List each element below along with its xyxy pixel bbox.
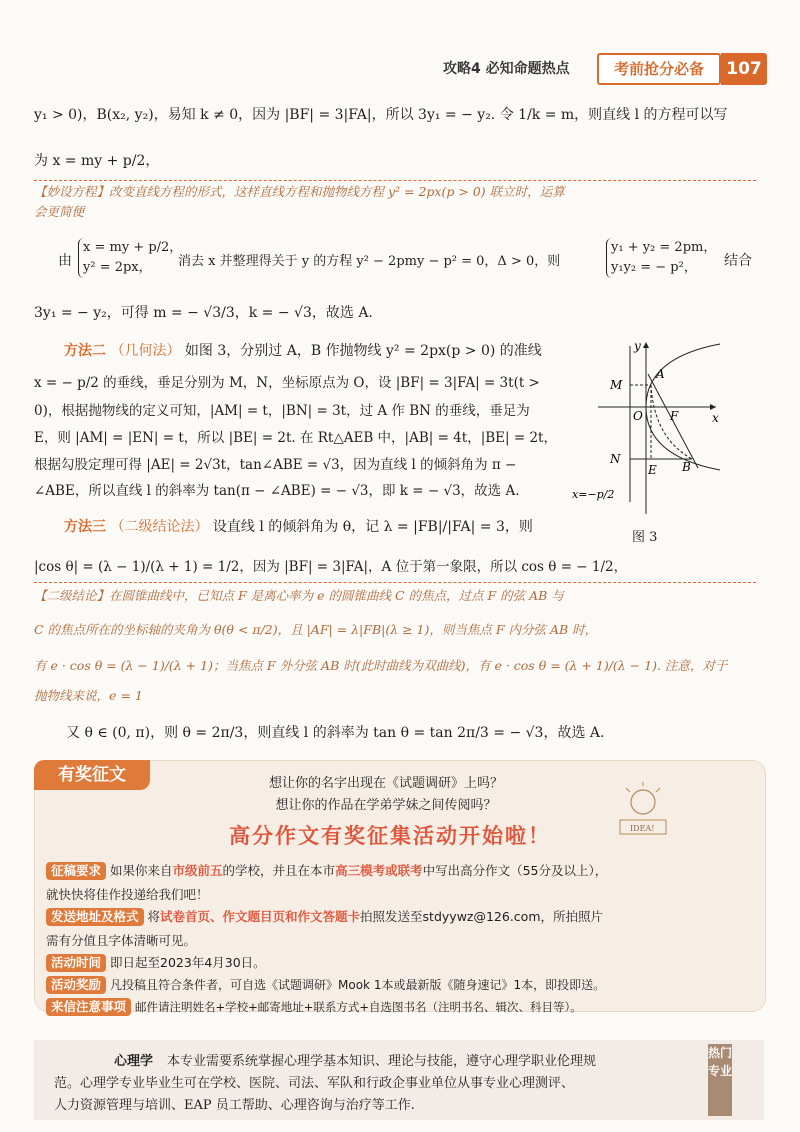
note2-line-3: 有 e · cos θ = (λ − 1)/(λ + 1)；当焦点 F 外分弦 AB 时(此时曲线为双曲线)，有 e · cos θ = (λ + 1)/(λ − 1). 注意，对于 [34,658,728,673]
method3-tag: （二级结论法） [110,519,209,535]
equation-system-line [58,236,758,286]
note2-line-2: C 的焦点所在的坐标轴的夹角为 θ(θ < π/2)，且 |AF| = λ|FB|(λ ≥ 1)，则当焦点 F 内分弦 AB 时， [34,622,598,637]
figure-caption: 图 3 [632,530,658,545]
figure-3 [570,338,770,548]
idea-doodle [608,780,678,840]
method2-line-6: ∠ABE，所以直线 l 的斜率为 tan(π − ∠ABE) = − √3，即 k = − √3，故选 A. [34,483,520,499]
note-divider [34,180,756,181]
contest-row-1 [46,860,746,882]
system-eq-4: y₁y₂ = − p²， [611,260,697,275]
label-B: B [682,460,691,474]
requirement-tag: 征稿要求 [46,862,106,880]
r2-text-b: 试卷首页、作文题目页和作文答题卡 [160,909,361,924]
system-eq-1: x = my + p/2， [83,240,183,255]
method2-line-2: x = − p/2 的垂线，垂足分别为 M，N，坐标原点为 O，设 |BF| = 3|FA| = 3t(t > [34,375,540,391]
text-line-4: 3y₁ = − y₂，可得 m = − √3/3，k = − √3，故选 A. [34,305,373,321]
contest-question-2: 想让你的作品在学弟学妹之间传阅吗？ [275,798,497,813]
label-M: M [610,378,623,392]
system-right [606,238,716,278]
system-middle: 消去 x 并整理得关于 y 的方程 y² − 2pmy − p² = 0，Δ > 0，则 [178,254,561,269]
method2-line-1: 如图 3，分别过 A，B 作抛物线 y² = 2px(p > 0) 的准线 [184,343,542,359]
system-eq-2: y² = 2px， [83,260,152,275]
r2-text-a: 将 [147,909,161,924]
method3-line-1: 设直线 l 的倾斜角为 θ，记 λ = |FB|/|FA| = 3，则 [212,519,533,535]
r2-text-c: 拍照发送至stdyywz@126.com，所拍照片 [360,909,604,924]
note-line-1: 【妙设方程】改变直线方程的形式，这样直线方程和抛物线方程 y² = 2px(p > 0) 联立时，运算 [34,184,565,199]
method2-line-3: 0)，根据抛物线的定义可知，|AM| = t，|BN| = 3t，过 A 作 BN 的垂线，垂足为 [34,403,530,419]
series-label: 考前抢分必备 [613,60,704,78]
address-tag: 发送地址及格式 [46,908,144,926]
footer-line-1: 本专业需要系统掌握心理学基本知识、理论与技能，遵守心理学职业伦理规 [167,1054,597,1069]
r1-text-e: 中写出高分作文（55分及以上）， [422,863,608,878]
system-prefix: 由 [58,253,72,269]
r3-text: 即日起至2023年4月30日。 [110,955,266,970]
idea-text: IDEA! [630,824,655,833]
contest-row-4 [46,974,746,996]
method2-line-4: E，则 |AM| = |EN| = t，所以 |BE| = 2t. 在 Rt△AEB 中，|AB| = 4t，|BE| = 2t， [34,430,557,446]
r1-text-c: 的学校，并且在本市 [222,863,336,878]
label-y: y [634,339,641,353]
contest-badge: 有奖征文 [34,760,150,790]
contest-row-2 [46,906,746,928]
method2-line-5: 根据勾股定理可得 |AE| = 2√3t，tan∠ABE = √3，因为直线 l 的倾斜角为 π − [34,457,517,473]
label-O: O [633,409,643,423]
reward-tag: 活动奖励 [46,976,106,994]
footer-title: 心理学 [114,1054,154,1069]
r5-text: 邮件请注明姓名+学校+邮寄地址+联系方式+自选图书名（注明书名、辑次、科目等）。 [135,1000,582,1014]
final-line: 又 θ ∈ (0, π)，则 θ = 2π/3，则直线 l 的斜率为 tan θ = tan 2π/3 = − √3，故选 A. [66,725,605,741]
contest-row-5 [46,996,746,1018]
lightbulb-icon [608,780,678,840]
note2-line-1: 【二级结论】在圆锥曲线中，已知点 F 是离心率为 e 的圆锥曲线 C 的焦点，过点 F 的弦 AB 与 [34,588,564,603]
text-line-2: 为 x = my + p/2， [34,153,160,169]
text-line-1: y₁ > 0)，B(x₂, y₂)，易知 k ≠ 0，因为 |BF| = 3|FA|，所以 3y₁ = − y₂. 令 1/k = m，则直线 l 的方程可以写 [34,107,728,123]
label-directrix: x=−p/2 [572,488,615,501]
contest-question-1: 想让你的名字出现在《试题调研》上吗？ [268,776,503,791]
chapter-title: 攻略4 必知命题热点 [443,61,570,77]
r1-text-b: 市级前五 [172,863,223,878]
method3-line-2: |cos θ| = (λ − 1)/(λ + 1) = 1/2，因为 |BF| = 3|FA|，A 位于第一象限，所以 cos θ = − 1/2， [34,559,628,575]
page-number: 107 [721,53,767,85]
note-line-2: 会更简便 [34,204,85,219]
footer-box [34,1040,764,1120]
y-axis-arrow [643,342,649,348]
note2-line-4: 抛物线来说，e = 1 [34,688,143,703]
contest-row-1b: 就快快将佳作投递给我们吧！ [46,887,209,902]
series-badge [597,53,721,85]
contest-row-3 [46,952,746,974]
note2-divider [34,582,756,583]
method3-title: 方法三 [64,519,106,535]
method2-title: 方法二 [64,343,106,359]
r1-text-d: 高三模考或联考 [335,863,423,878]
label-x: x [712,411,719,425]
method2-heading-line [64,340,542,360]
system-left [78,238,182,278]
method3-heading-line [64,516,533,536]
footer-line-2: 范。心理学专业毕业生可在学校、医院、司法、军队和行政企事业单位从事专业心理测评、 [54,1076,575,1091]
r4-text: 凡投稿且符合条件者，可自选《试题调研》Mook 1本或最新版《随身速记》1本，即投即送。 [110,978,606,992]
system-eq-3: y₁ + y₂ = 2pm， [611,240,717,255]
parabola-diagram [570,338,770,518]
x-axis-arrow [710,404,716,410]
r1-text-a: 如果你来自 [110,863,173,878]
label-E: E [648,463,657,477]
label-A: A [656,367,665,381]
time-tag: 活动时间 [46,954,106,972]
notice-tag: 来信注意事项 [46,998,131,1016]
system-end: 结合 [724,253,752,269]
method2-tag: （几何法） [110,343,181,359]
footer-line-3: 人力资源管理与培训、EAP 员工帮助、心理咨询与治疗等工作. [54,1098,415,1113]
footer-side-label: 热门专业 [708,1044,732,1116]
contest-headline: 高分作文有奖征集活动开始啦！ [229,823,551,848]
contest-row-2b: 需有分值且字体清晰可见。 [46,933,197,948]
label-N: N [610,452,621,466]
label-F: F [670,409,679,423]
footer-text-1 [54,1050,704,1069]
page-header [0,48,800,88]
